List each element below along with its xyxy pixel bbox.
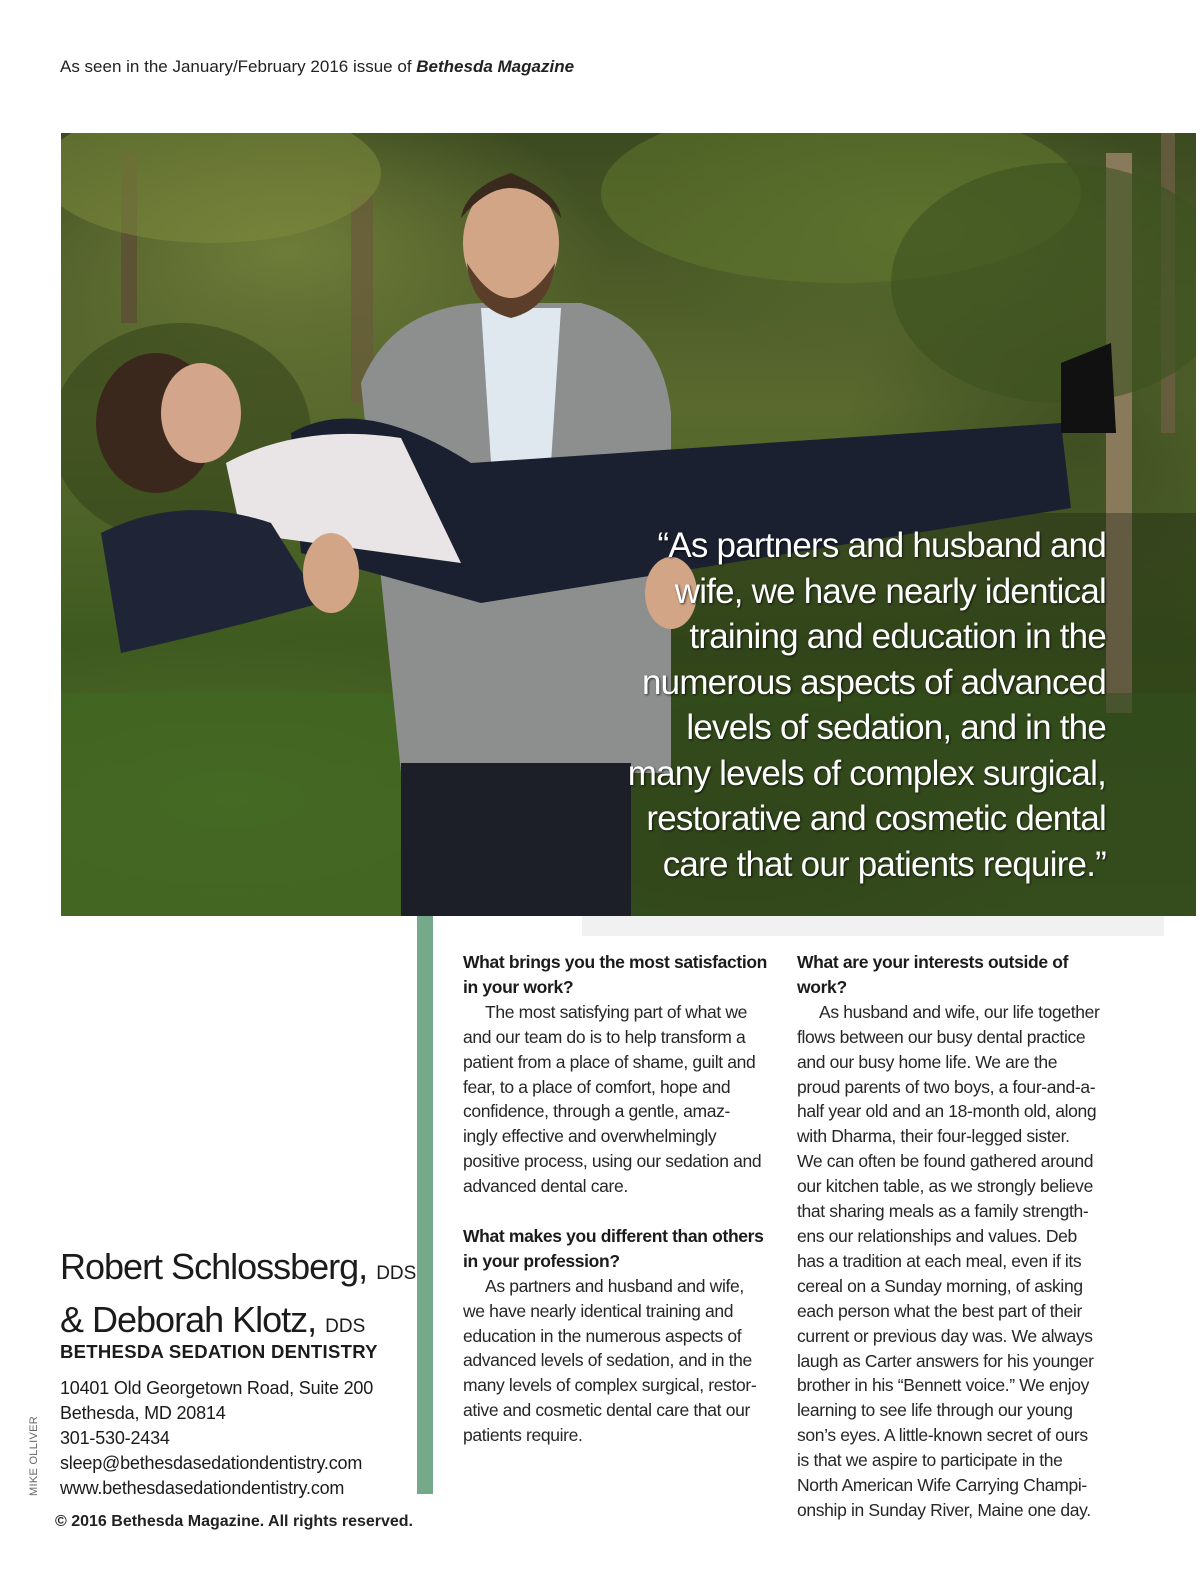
answer-line: education in the numerous aspects of (463, 1325, 742, 1346)
portrait-photo (61, 133, 1196, 916)
question-heading (463, 1224, 781, 1274)
doctor-name-text: & Deborah Klotz, (60, 1299, 317, 1340)
doctor-names (60, 1244, 416, 1350)
answer-line: that sharing meals as a family strength- (797, 1201, 1089, 1222)
answer-line: each person what the best part of their (797, 1300, 1083, 1321)
question-line: in your profession? (463, 1250, 620, 1271)
answer-line: advanced dental care. (463, 1176, 628, 1197)
answer-line: laugh as Carter answers for his younger (797, 1350, 1094, 1371)
magazine-name: Bethesda Magazine (416, 57, 575, 76)
answer-line: cereal on a Sunday morning, of asking (797, 1275, 1083, 1296)
answer-line: We can often be found gathered around (797, 1151, 1094, 1172)
pull-quote-line: wife, we have nearly identical (674, 571, 1106, 611)
answer-line: North American Wife Carrying Champi- (797, 1475, 1087, 1496)
answer-line: ens our relationships and values. Deb (797, 1225, 1077, 1246)
pull-quote (606, 523, 1106, 887)
answer-line: brother in his “Bennett voice.” We enjoy (797, 1375, 1090, 1396)
interview-column-1 (463, 950, 781, 1448)
issue-credit (60, 57, 574, 77)
pull-quote-line: many levels of complex surgical, (627, 753, 1106, 793)
pull-quote-line: restorative and cosmetic dental (646, 799, 1106, 838)
practice-name: BETHESDA SEDATION DENTISTRY (60, 1341, 378, 1362)
answer-line: with Dharma, their four-legged sister. (797, 1126, 1070, 1147)
accent-bar (417, 916, 433, 1494)
answer-line: son’s eyes. A little-known secret of ours (797, 1425, 1088, 1446)
answer-line: current or previous day was. We always (797, 1325, 1093, 1346)
answer-line: fear, to a place of comfort, hope and (463, 1076, 731, 1097)
answer-line: patient from a place of shame, guilt and (463, 1051, 756, 1072)
answer-line: onship in Sunday River, Maine one day. (797, 1499, 1091, 1520)
answer-line: patients require. (463, 1425, 583, 1446)
question-line: What makes you different than others (463, 1225, 764, 1246)
answer-line: many levels of complex surgical, restor- (463, 1375, 757, 1396)
interview-column-2 (797, 950, 1117, 1523)
answer-line: As husband and wife, our life together (819, 1001, 1100, 1022)
email-address: sleep@bethesdasedationdentistry.com (60, 1453, 363, 1473)
answer-line: advanced levels of sedation, and in the (463, 1350, 752, 1371)
answer-line: confidence, through a gentle, amaz- (463, 1101, 730, 1122)
answer-line: half year old and an 18-month old, along (797, 1101, 1097, 1122)
answer-line: and our busy home life. We are the (797, 1051, 1058, 1072)
pull-quote-line: “As partners and husband and (657, 526, 1106, 565)
question-line: in your work? (463, 976, 574, 997)
doctor-name-text: Robert Schlossberg, (60, 1246, 368, 1287)
phone-number: 301-530-2434 (60, 1428, 170, 1448)
question-heading (463, 950, 781, 1000)
answer-line: we have nearly identical training and (463, 1300, 734, 1321)
answer-line: flows between our busy dental practice (797, 1026, 1086, 1047)
degree-label: DDS (376, 1263, 417, 1284)
pull-quote-line: training and education in the (689, 617, 1106, 656)
issue-credit-text: As seen in the January/February 2016 issue of (60, 57, 417, 76)
answer-line: positive process, using our sedation and (463, 1151, 762, 1172)
city-line: Bethesda, MD 20814 (60, 1403, 226, 1423)
answer-line: ative and cosmetic dental care that our (463, 1400, 750, 1421)
doctor-name-1 (60, 1244, 416, 1297)
answer-line: our kitchen table, as we strongly believe (797, 1176, 1093, 1197)
question-heading: What are your interests outside of work? (797, 952, 1069, 997)
address-line: 10401 Old Georgetown Road, Suite 200 (60, 1378, 374, 1398)
contact-info (60, 1376, 373, 1501)
answer-paragraph (463, 1000, 781, 1199)
photo-credit: MIKE OLLIVER (28, 1415, 40, 1496)
answer-line: is that we aspire to participate in the (797, 1450, 1063, 1471)
answer-line: has a tradition at each meal, even if its (797, 1250, 1082, 1271)
answer-line: proud parents of two boys, a four-and-a- (797, 1076, 1096, 1097)
question-line: What brings you the most satisfaction (463, 952, 768, 972)
answer-line: The most satisfying part of what we (485, 1001, 748, 1022)
pull-quote-line: numerous aspects of advanced (641, 662, 1106, 702)
answer-paragraph (797, 1000, 1117, 1523)
degree-label: DDS (325, 1316, 366, 1337)
caption-strip (582, 916, 1164, 936)
answer-line: ingly effective and overwhelmingly (463, 1126, 717, 1147)
answer-line: As partners and husband and wife, (485, 1275, 744, 1296)
website-url: www.bethesdasedationdentistry.com (60, 1478, 345, 1498)
answer-line: and our team do is to help transform a (463, 1026, 746, 1047)
pull-quote-line: levels of sedation, and in the (686, 708, 1106, 747)
answer-paragraph (463, 1274, 781, 1448)
answer-line: learning to see life through our young (797, 1400, 1073, 1421)
copyright-notice: © 2016 Bethesda Magazine. All rights reserved. (55, 1513, 413, 1530)
pull-quote-line: care that our patients require.” (662, 844, 1106, 884)
